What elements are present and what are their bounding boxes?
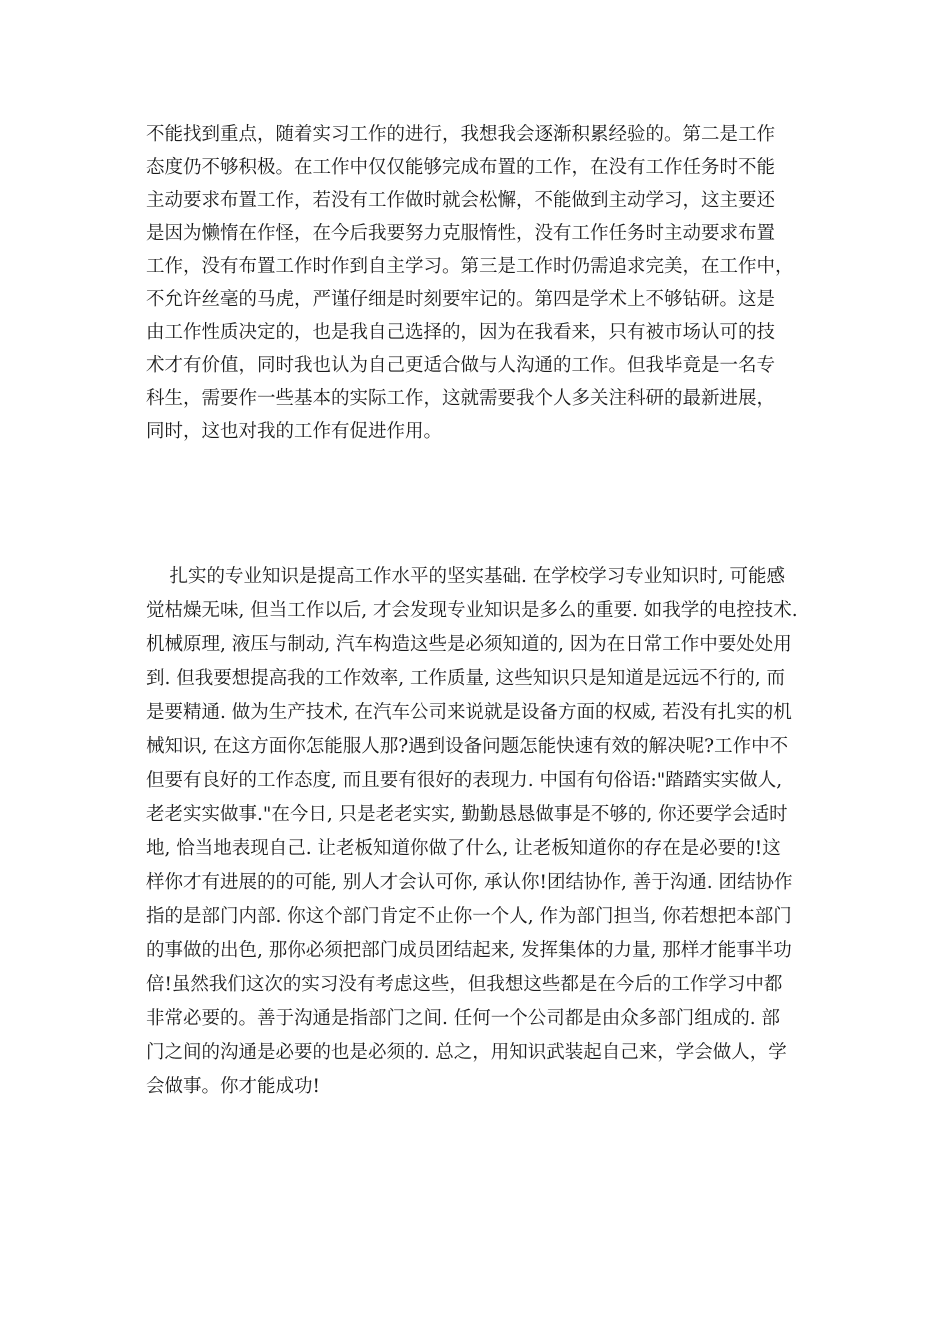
text-line: 会做事。你才能成功! (146, 1076, 320, 1097)
text-line: 但要有良好的工作态度, 而且要有很好的表现力. 中国有句俗语:"踏踏实实做人, (146, 770, 783, 791)
text-line: 老老实实做事."在今日, 只是老老实实, 勤勤恳恳做事是不够的, 你还要学会适时 (146, 804, 788, 825)
text-line: 指的是部门内部. 你这个部门肯定不止你一个人, 作为部门担当, 你若想把本部门 (146, 906, 792, 927)
text-line: 的事做的出色, 那你必须把部门成员团结起来, 发挥集体的力量, 那样才能事半功 (146, 940, 792, 961)
text-line: 是因为懒惰在作怪，在今后我要努力克服惰性，没有工作任务时主动要求布置 (146, 223, 776, 244)
text-line: 倍!虽然我们这次的实习没有考虑这些，但我想这些都是在今后的工作学习中都 (146, 974, 783, 995)
text-line: 科生，需要作一些基本的实际工作，这就需要我个人多关注科研的最新进展， (146, 388, 776, 409)
text-line: 非常必要的。善于沟通是指部门之间. 任何一个公司都是由众多部门组成的. 部 (146, 1008, 781, 1029)
text-line: 主动要求布置工作，若没有工作做时就会松懈，不能做到主动学习，这主要还 (146, 190, 776, 211)
text-line: 同时，这也对我的工作有促进作用。 (146, 421, 443, 442)
paragraph-1 (146, 118, 826, 448)
text-line: 术才有价值，同时我也认为自己更适合做与人沟通的工作。但我毕竟是一名专 (146, 355, 776, 376)
text-line: 门之间的沟通是必要的也是必须的. 总之，用知识武装起自己来，学会做人，学 (146, 1042, 787, 1063)
text-line: 由工作性质决定的，也是我自己选择的，因为在我看来，只有被市场认可的技 (146, 322, 776, 343)
text-line: 不能找到重点，随着实习工作的进行，我想我会逐渐积累经验的。第二是工作 (146, 124, 776, 145)
text-line: 工作，没有布置工作时作到自主学习。第三是工作时仍需追求完美，在工作中， (146, 256, 794, 277)
text-line: 觉枯燥无味, 但当工作以后, 才会发现专业知识是多么的重要. 如我学的电控技术. (146, 600, 798, 621)
text-line: 是要精通. 做为生产技术, 在汽车公司来说就是设备方面的权威, 若没有扎实的机 (146, 702, 792, 723)
text-line: 地, 恰当地表现自己. 让老板知道你做了什么, 让老板知道你的存在是必要的!这 (146, 838, 781, 859)
text-line: 到. 但我要想提高我的工作效率, 工作质量, 这些知识只是知道是远远不行的, 而 (146, 668, 786, 689)
text-line: 机械原理, 液压与制动, 汽车构造这些是必须知道的, 因为在日常工作中要处处用 (146, 634, 792, 655)
text-line: 不允许丝毫的马虎，严谨仔细是时刻要牢记的。第四是学术上不够钻研。这是 (146, 289, 776, 310)
text-line: 械知识, 在这方面你怎能服人那?遇到设备问题怎能快速有效的解决呢?工作中不 (146, 736, 789, 757)
paragraph-2 (146, 560, 826, 1104)
text-line: 态度仍不够积极。在工作中仅仅能够完成布置的工作，在没有工作任务时不能 (146, 157, 776, 178)
text-line: 样你才有进展的的可能, 别人才会认可你, 承认你!团结协作, 善于沟通. 团结协作 (146, 872, 793, 893)
text-line: 扎实的专业知识是提高工作水平的坚实基础. 在学校学习专业知识时, 可能感 (146, 566, 786, 587)
